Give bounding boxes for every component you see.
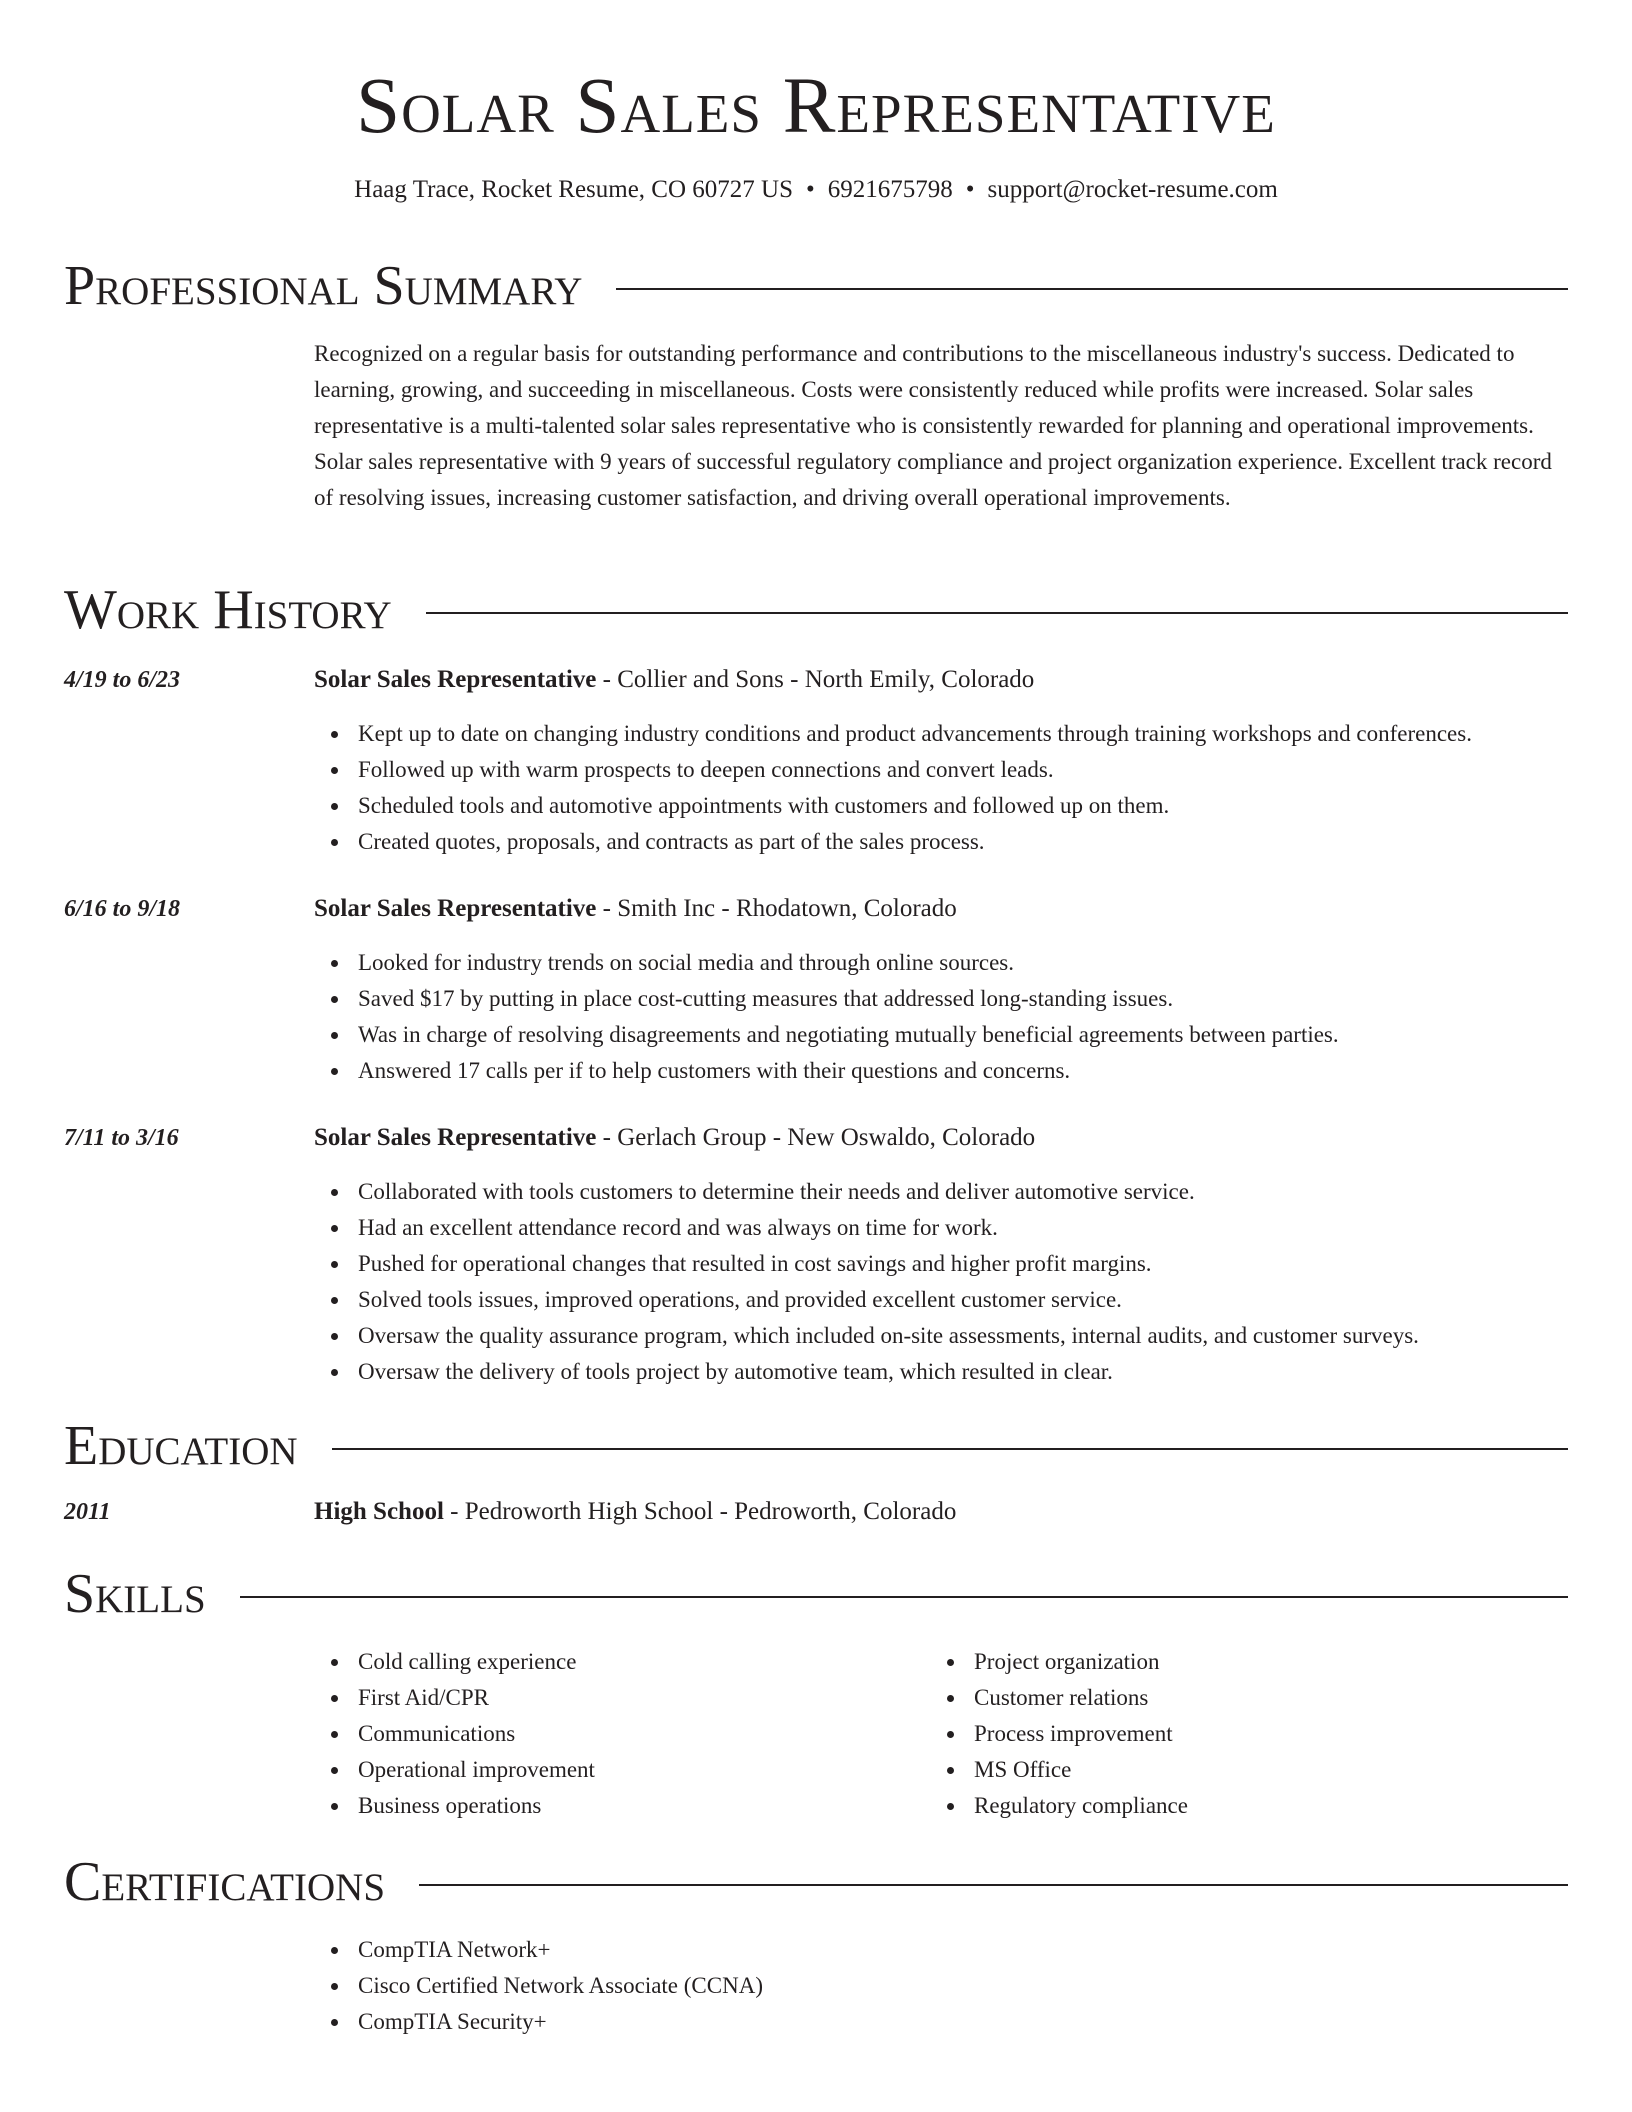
section-divider	[419, 1884, 1568, 1886]
list-item: Customer relations	[974, 1680, 1570, 1716]
section-header-education	[64, 1414, 1568, 1478]
job-heading	[314, 893, 1568, 925]
list-item: Oversaw the quality assurance program, which included on-site assessments, internal audits, and customer surveys.	[358, 1318, 1574, 1354]
list-item: First Aid/CPR	[358, 1680, 928, 1716]
list-item: Saved $17 by putting in place cost-cutting measures that addressed long-standing issues.	[358, 981, 1574, 1017]
job-details: - Collier and Sons - North Emily, Colorado	[596, 666, 1035, 693]
job-bullets	[314, 1174, 1574, 1390]
list-item: Communications	[358, 1716, 928, 1752]
contact-address: Haag Trace, Rocket Resume, CO 60727 US	[354, 176, 793, 203]
job-dates: 4/19 to 6/23	[64, 667, 181, 693]
section-title-skills: Skills	[64, 1563, 206, 1625]
section-title-work: Work History	[64, 579, 392, 641]
resume-title: Solar Sales Representative	[356, 63, 1276, 150]
list-item: Operational improvement	[358, 1752, 928, 1788]
section-divider	[426, 612, 1568, 614]
list-item: MS Office	[974, 1752, 1570, 1788]
section-header-certifications	[64, 1850, 1568, 1914]
contact-phone: 6921675798	[827, 176, 953, 203]
list-item: Had an excellent attendance record and was always on time for work.	[358, 1210, 1574, 1246]
list-item: Answered 17 calls per if to help customers with their questions and concerns.	[358, 1053, 1574, 1089]
section-header-skills	[64, 1562, 1568, 1626]
job-title: Solar Sales Representative	[314, 666, 597, 693]
section-title-summary: Professional Summary	[64, 255, 583, 317]
job-heading	[314, 664, 1568, 696]
education-year: 2011	[64, 1499, 111, 1525]
list-item: Looked for industry trends on social media and through online sources.	[358, 945, 1574, 981]
job-details: - Smith Inc - Rhodatown, Colorado	[596, 895, 957, 922]
certifications-list	[314, 1932, 1574, 2040]
job-title: Solar Sales Representative	[314, 895, 597, 922]
section-title-certifications: Certifications	[64, 1851, 386, 1913]
section-divider	[240, 1596, 1568, 1598]
list-item: Collaborated with tools customers to determine their needs and deliver automotive service.	[358, 1174, 1574, 1210]
list-item: Oversaw the delivery of tools project by automotive team, which resulted in clear.	[358, 1354, 1574, 1390]
list-item: CompTIA Security+	[358, 2004, 1574, 2040]
skills-list-left	[314, 1644, 928, 1824]
education-details: - Pedroworth High School - Pedroworth, Colorado	[443, 1498, 957, 1525]
skills-list-right	[930, 1644, 1570, 1824]
education-heading	[314, 1496, 1568, 1528]
list-item: Kept up to date on changing industry conditions and product advancements through training workshops and conferences.	[358, 716, 1574, 752]
list-item: Was in charge of resolving disagreements and negotiating mutually beneficial agreements between parties.	[358, 1017, 1574, 1053]
job-bullets	[314, 716, 1574, 860]
contact-separator: •	[806, 176, 815, 203]
section-header-work	[64, 578, 1568, 642]
job-heading	[314, 1122, 1568, 1154]
list-item: Solved tools issues, improved operations, and provided excellent customer service.	[358, 1282, 1574, 1318]
job-dates: 7/11 to 3/16	[64, 1125, 179, 1151]
section-title-education: Education	[64, 1415, 298, 1477]
contact-email: support@rocket-resume.com	[987, 176, 1278, 203]
list-item: Cisco Certified Network Associate (CCNA)	[358, 1968, 1574, 2004]
summary-text: Recognized on a regular basis for outstanding performance and contributions to the miscellaneous industry's success. Dedicated to learning, growing, and succeeding in miscellaneous. Costs were consistently reduced while profits were increased. Solar sales representative is a multi-talented solar sales representative who is consistently rewarded for planning and operational improvements. Solar sales representative with 9 years of successful regulatory compliance and project organization experience. Excellent track record of resolving issues, increasing customer satisfaction, and driving overall operational improvements.	[314, 341, 1552, 510]
job-details: - Gerlach Group - New Oswaldo, Colorado	[596, 1124, 1036, 1151]
job-dates: 6/16 to 9/18	[64, 896, 181, 922]
section-header-summary	[64, 254, 1568, 318]
list-item: CompTIA Network+	[358, 1932, 1574, 1968]
contact-line	[64, 174, 1568, 206]
list-item: Created quotes, proposals, and contracts as part of the sales process.	[358, 824, 1574, 860]
list-item: Regulatory compliance	[974, 1788, 1570, 1824]
section-divider	[616, 288, 1568, 290]
list-item: Project organization	[974, 1644, 1570, 1680]
list-item: Business operations	[358, 1788, 928, 1824]
list-item: Followed up with warm prospects to deepen connections and convert leads.	[358, 752, 1574, 788]
contact-separator: •	[965, 176, 975, 203]
list-item: Process improvement	[974, 1716, 1570, 1752]
list-item: Cold calling experience	[358, 1644, 928, 1680]
list-item: Scheduled tools and automotive appointments with customers and followed up on them.	[358, 788, 1574, 824]
education-degree: High School	[314, 1498, 444, 1525]
list-item: Pushed for operational changes that resulted in cost savings and higher profit margins.	[358, 1246, 1574, 1282]
job-title: Solar Sales Representative	[314, 1124, 597, 1151]
job-bullets	[314, 945, 1574, 1089]
section-divider	[332, 1448, 1568, 1450]
